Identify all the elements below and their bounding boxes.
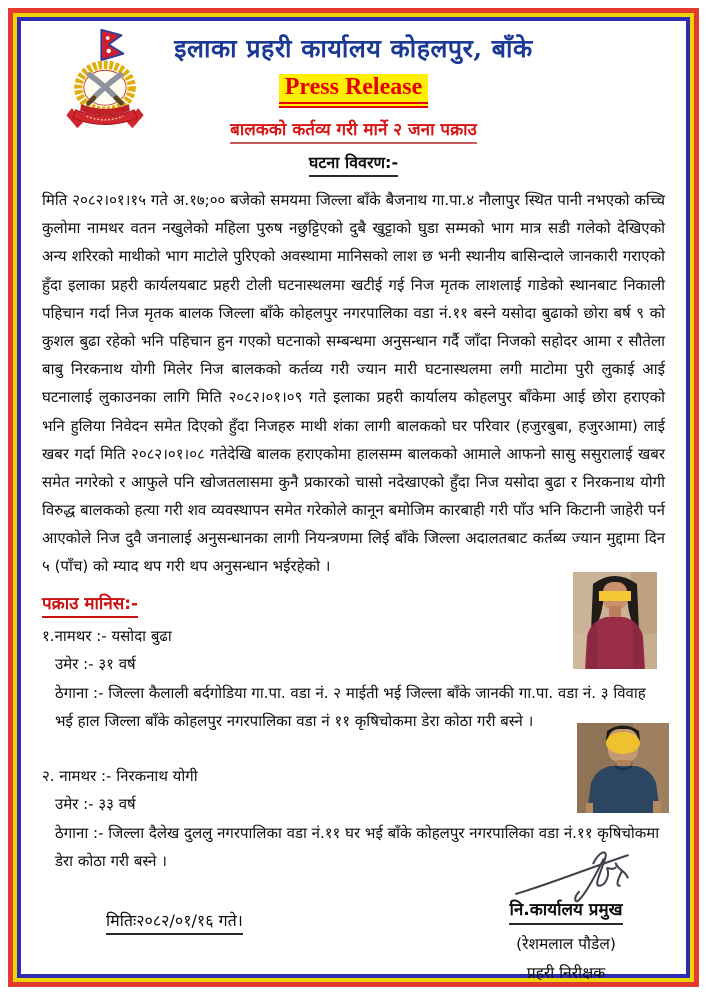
signatory-block xyxy=(476,897,656,983)
suspect2-name: २. नामथर :- निरकनाथ योगी xyxy=(42,766,198,785)
suspect2-age: उमेर :- ३३ वर्ष xyxy=(55,795,136,814)
border-frame-yellow xyxy=(13,13,694,982)
signatory-rank: प्रहरी निरीक्षक xyxy=(526,964,606,982)
suspect2-address: ठेगाना :- जिल्ला दैलेख दुललु नगरपालिका वडा नं.११ घर भई बाँके कोहलपुर नगरपालिका वडा नं.११ कृषिचोकमा डेरा कोठा गरी बस्ने । xyxy=(55,823,660,871)
suspect1-address: ठेगाना :- जिल्ला कैलाली बर्दगोडिया गा.पा. वडा नं. २ माईती भई जिल्ला बाँके जानकी गा.पा. वडा नं. ३ विवाह भई हाल जिल्ला बाँके कोहलपुर नगरपालिका वडा नं ११ कृषिचोकमा डेरा कोठा गरी बस्ने । xyxy=(55,683,646,731)
suspect1-age: उमेर :- ३१ वर्ष xyxy=(55,655,136,674)
incident-heading-row xyxy=(21,151,686,177)
eye-censor-bar xyxy=(599,591,631,601)
document-content xyxy=(21,21,686,982)
subject-line: बालकको कर्तव्य गरी मार्ने २ जना पक्राउ xyxy=(230,117,477,144)
office-title: इलाका प्रहरी कार्यालय कोहलपुर, बाँके xyxy=(174,34,533,63)
border-frame-blue xyxy=(17,17,690,982)
press-release-label: Press Release xyxy=(279,74,429,108)
suspect1-photo xyxy=(573,572,657,669)
nepal-police-logo-icon xyxy=(59,27,151,131)
incident-details-heading: घटना विवरण:- xyxy=(309,151,398,177)
border-frame-red xyxy=(8,8,699,987)
signatory-title: नि.कार्यालय प्रमुख xyxy=(509,897,622,925)
incident-description: मिति २०८२।०१।१५ गते अ.१७;०० बजेको समयमा जिल्ला बाँके बैजनाथ गा.पा.४ नौलापुर स्थित पानी नभएको कच्चि कुलोमा नामथर वतन नखुलेको महिला पुरुष नछुट्टिएको दुबै खुट्टाको घुडा सम्मको भाग मात्र सडी गलेको देखिएको अन्य शरिरको माथीको भाग माटोले पुरिएको अवस्थामा मानिसको लाश छ भनी स्थानीय बासिन्दाले जानकारी गराएको हुँदा इलाका प्रहरी कार्यलयबाट प्रहरी टोली घटनास्थलमा खटीई गई निज मृतक लाशलाई गाडेको स्थानबाट निकाली पहिचान गर्दा निज मृतक बालक जिल्ला बाँके कोहलपुर नगरपालिका वडा नं.११ बस्ने यसोदा बुढाको छोरा बर्ष ९ को कुशल बुढा रहेको भनि पहिचान हुन गएको घटनाको सम्बन्धमा अनुसन्धान गर्दै जाँदा निजको सहोदर आमा र सौतेला बाबु निरकनाथ योगी मिलेर निज बालकको कर्तव्य गरी ज्यान मारी घटनास्थलमा लगी माटोमा पुरी लुकाई आई घटनालाई लुकाउनका लागि मिति २०८२।०१।०९ गते इलाका प्रहरी कार्यालय कोहलपुर बाँकेमा आई छोरा हराएको भनि हुलिया निवेदन समेत दिएको हुँदा निजहरु माथी शंका लागी बालकको घर परिवार (हजुरबुबा, हजुरआमा) लाई खबर गर्दा मिति २०८२।०१।०८ गतेदेखि बालक हराएकोमा हालसम्म बालकको आमाले आफनो सासु ससुरालाई खबर समेत नगरेको र आफुले पनि खोजतलासमा कुनै प्रकारको चासो नदेखाएको हुँदा निज यसोदा बुढा र निरकनाथ योगी विरुद्ध बालकको हत्या गरी शव व्यवस्थापन समेत गरेकोले कानून बमोजिम कारबाही गरी पाँउ भनि किटानी जाहेरी पर्न आएकोले निज दुवै जनालाई अनुसन्धानका लागी नियन्त्रणमा लिई बाँके जिल्ला अदालतबाट कर्तब्य ज्यान मुद्दामा दिन ५ (पाँच) को म्याद थप गरी थप अनुसन्धान भईरहेको । xyxy=(42,191,665,576)
signatory-name: (रेशमलाल पौडेल) xyxy=(516,935,616,953)
eye-censor-blur xyxy=(606,732,640,754)
suspect1-name: १.नामथर :- यसोदा बुढा xyxy=(42,626,172,645)
suspect2-photo xyxy=(577,723,669,813)
release-date: मितिः२०८२/०१/१६ गते। xyxy=(106,909,243,935)
arrested-persons-section xyxy=(42,585,665,876)
arrested-heading: पक्राउ मानिस:- xyxy=(42,591,138,618)
